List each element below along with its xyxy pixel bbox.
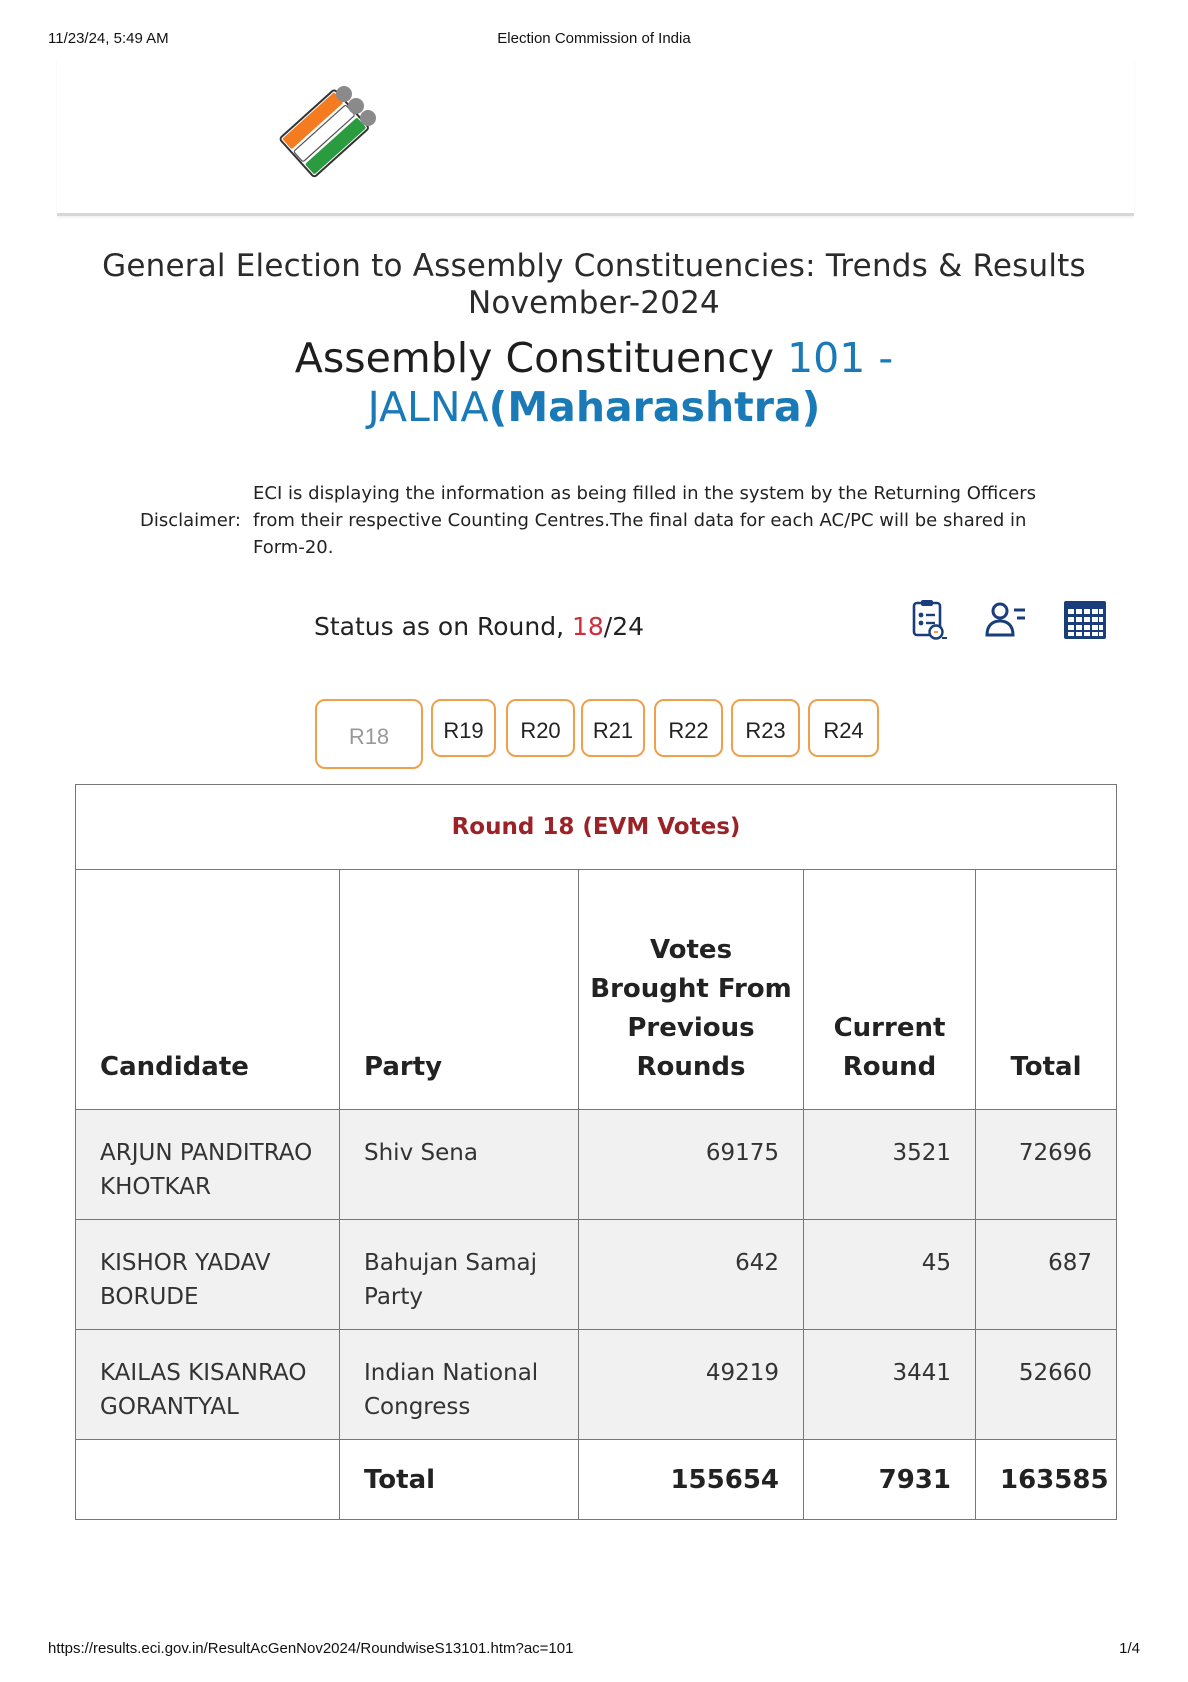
round-button-r24[interactable]: R24 xyxy=(808,699,879,757)
header-candidate: Candidate xyxy=(76,870,340,1110)
disclaimer xyxy=(140,480,1040,564)
round-button-r18[interactable]: R18 xyxy=(315,699,423,769)
table-header-row xyxy=(76,870,1117,1110)
cell-candidate: KISHOR YADAV BORUDE xyxy=(76,1220,340,1330)
table-row xyxy=(76,1220,1117,1330)
status-current-round: 18 xyxy=(571,612,604,641)
cell-previous: 642 xyxy=(579,1220,804,1330)
ac-prefix: Assembly Constituency xyxy=(294,334,775,382)
print-header xyxy=(48,30,1140,50)
total-current: 7931 xyxy=(804,1440,976,1520)
cell-candidate: KAILAS KISANRAO GORANTYAL xyxy=(76,1330,340,1440)
table-caption: Round 18 (EVM Votes) xyxy=(76,785,1117,870)
disclaimer-text: ECI is displaying the information as being filled in the system by the Returning Officers from their respective Counting Centres.The final data for each AC/PC will be shared in Form-20. xyxy=(253,483,1037,558)
round-status xyxy=(314,612,644,641)
cell-current: 45 xyxy=(804,1220,976,1330)
round-button-r22[interactable]: R22 xyxy=(654,699,723,757)
table-total-row xyxy=(76,1440,1117,1520)
header-current-round: Current Round xyxy=(804,870,976,1110)
clipboard-report-icon[interactable] xyxy=(905,597,951,643)
print-title: Election Commission of India xyxy=(497,30,691,47)
print-datetime: 11/23/24, 5:49 AM xyxy=(48,30,169,47)
calendar-grid-icon[interactable] xyxy=(1062,597,1108,643)
header-party: Party xyxy=(340,870,579,1110)
round-button-r20[interactable]: R20 xyxy=(506,699,575,757)
site-header xyxy=(57,58,1134,216)
cell-total: 52660 xyxy=(976,1330,1117,1440)
ac-number: 101 - xyxy=(787,334,894,382)
status-prefix: Status as on Round, xyxy=(314,612,572,641)
cell-current: 3521 xyxy=(804,1110,976,1220)
cell-total: 72696 xyxy=(976,1110,1117,1220)
cell-party: Indian National Congress xyxy=(340,1330,579,1440)
cell-current: 3441 xyxy=(804,1330,976,1440)
constituency-title xyxy=(90,334,1098,432)
cell-empty xyxy=(76,1440,340,1520)
page-heading xyxy=(90,248,1098,322)
cell-party: Bahujan Samaj Party xyxy=(340,1220,579,1330)
status-separator: / xyxy=(603,612,613,641)
disclaimer-label: Disclaimer: xyxy=(140,510,241,531)
round-button-r23[interactable]: R23 xyxy=(731,699,800,757)
cell-party: Shiv Sena xyxy=(340,1110,579,1220)
print-url: https://results.eci.gov.in/ResultAcGenNov2024/RoundwiseS13101.htm?ac=101 xyxy=(48,1640,574,1657)
total-label: Total xyxy=(340,1440,579,1520)
ac-state: (Maharashtra) xyxy=(488,383,821,431)
header-previous-rounds: Votes Brought From Previous Rounds xyxy=(579,870,804,1110)
print-footer xyxy=(48,1640,1140,1660)
header-total: Total xyxy=(976,870,1117,1110)
heading-line-1: General Election to Assembly Constituencies: Trends & Results xyxy=(102,248,1086,284)
total-previous: 155654 xyxy=(579,1440,804,1520)
cell-previous: 49219 xyxy=(579,1330,804,1440)
print-page-number: 1/4 xyxy=(1119,1640,1140,1657)
heading-line-2: November-2024 xyxy=(468,285,720,321)
cell-total: 687 xyxy=(976,1220,1117,1330)
status-total-rounds: 24 xyxy=(612,612,645,641)
round-button-r21[interactable]: R21 xyxy=(581,699,645,757)
eci-logo[interactable] xyxy=(272,76,384,184)
user-list-icon[interactable] xyxy=(983,597,1029,643)
total-total: 163585 xyxy=(976,1440,1117,1520)
table-row xyxy=(76,1330,1117,1440)
table-row xyxy=(76,1110,1117,1220)
results-table xyxy=(75,784,1117,1520)
cell-candidate: ARJUN PANDITRAO KHOTKAR xyxy=(76,1110,340,1220)
cell-previous: 69175 xyxy=(579,1110,804,1220)
round-button-r19[interactable]: R19 xyxy=(431,699,496,757)
ac-name: JALNA xyxy=(367,383,489,431)
